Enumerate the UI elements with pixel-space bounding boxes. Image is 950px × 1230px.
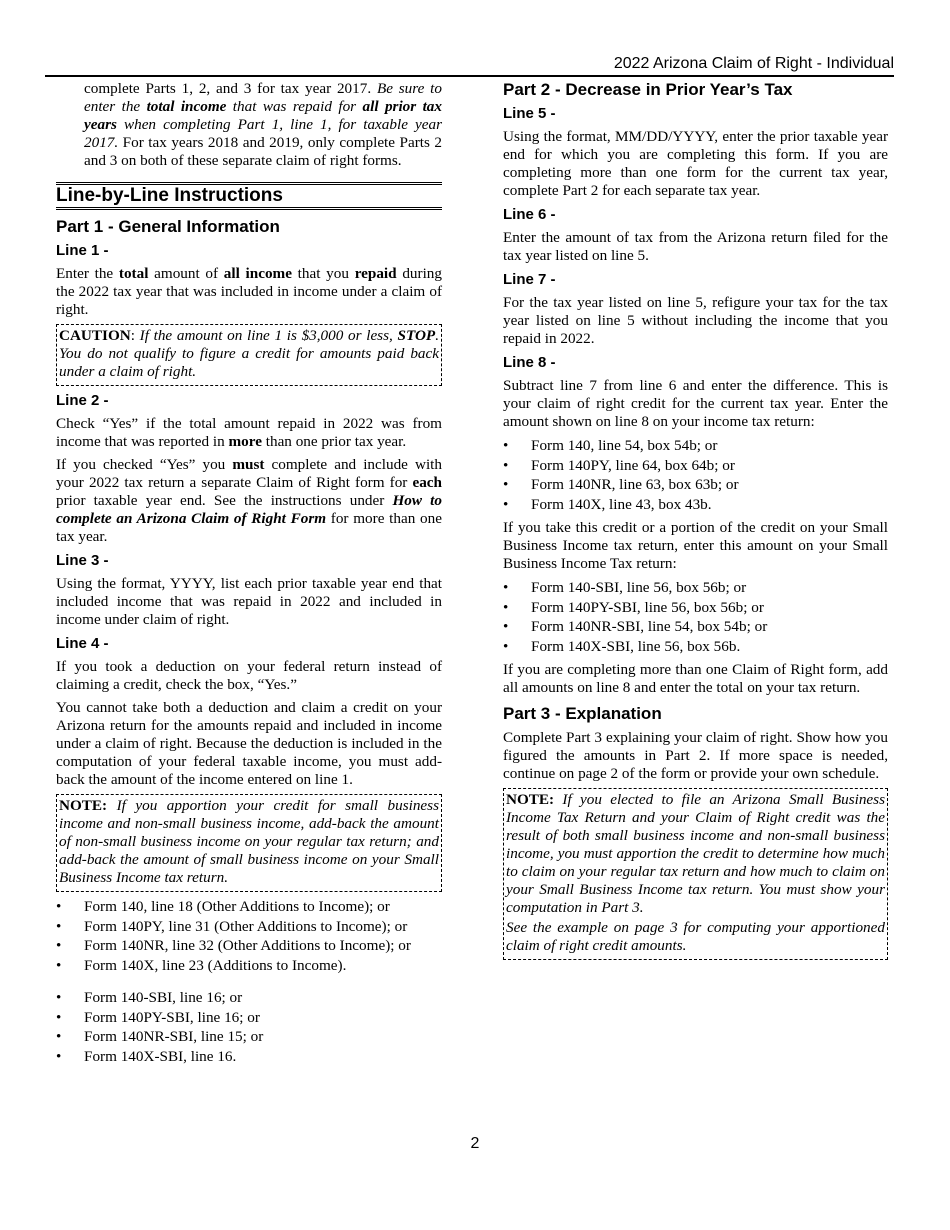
additions-list xyxy=(56,897,442,975)
list-item: • Form 140PY, line 31 (Other Additions to Income); or xyxy=(56,917,442,937)
line7-text: For the tax year listed on line 5, refigure your tax for the tax year listed on line 5 without including the income that you repaid in 2022. xyxy=(503,294,888,347)
list-item: • Form 140, line 54, box 54b; or xyxy=(503,436,888,456)
list-item: • Form 140PY-SBI, line 16; or xyxy=(56,1008,442,1028)
intro-paragraph: complete Parts 1, 2, and 3 for tax year 2017. Be sure to enter the total income that was repaid for all prior tax years when completing Part 1, line 1, for taxable year 2017. For tax years 2018 and 2019, only complete Parts 2 and 3 on both of these separate claim of right forms. xyxy=(84,80,442,169)
left-column xyxy=(56,80,442,1071)
line6-label: Line 6 - xyxy=(503,206,556,223)
list-item: • Form 140X-SBI, line 56, box 56b. xyxy=(503,637,888,657)
right-column xyxy=(503,81,888,965)
line6-text: Enter the amount of tax from the Arizona return filed for the tax year listed on line 5. xyxy=(503,229,888,264)
list-item: • Form 140NR, line 63, box 63b; or xyxy=(503,475,888,495)
list-item: • Form 140X, line 23 (Additions to Income). xyxy=(56,956,442,976)
part3-title: Part 3 - Explanation xyxy=(503,704,662,723)
line4-text-2: You cannot take both a deduction and claim a credit on your Arizona return for the amounts repaid and included in income under a claim of right. Because the deduction is included in the computation of your federal taxable income, you must add-back the amount of the income entered on line 1. xyxy=(56,699,442,788)
caution-box: CAUTION: If the amount on line 1 is $3,000 or less, STOP. You do not qualify to figure a credit for amounts paid back under a claim of right. xyxy=(56,324,442,386)
list-item: • Form 140PY-SBI, line 56, box 56b; or xyxy=(503,598,888,618)
list-item: • Form 140PY, line 64, box 64b; or xyxy=(503,456,888,476)
line3-text: Using the format, YYYY, list each prior taxable year end that included income that was repaid in 2022 and included in income under claim of right. xyxy=(56,575,442,628)
list-item: • Form 140-SBI, line 16; or xyxy=(56,988,442,1008)
part3-text: Complete Part 3 explaining your claim of right. Show how you figured the amounts in Part 2. If more space is needed, continue on page 2 of the form or provide your own schedule. xyxy=(503,729,888,782)
line2-text-1: Check “Yes” if the total amount repaid in 2022 was from income that was reported in more than one prior tax year. xyxy=(56,415,442,450)
line8-label: Line 8 - xyxy=(503,354,556,371)
note-box-left: NOTE: If you apportion your credit for small business income and non-small business income, add-back the amount of non-small business income on your regular tax return; and add-back the amount of small business income on your Small Business Income tax return. xyxy=(56,794,442,892)
section-title: Line-by-Line Instructions xyxy=(56,182,442,210)
line8-text-3: If you are completing more than one Claim of Right form, add all amounts on line 8 and enter the total on your tax return. xyxy=(503,661,888,696)
line8-text-2: If you take this credit or a portion of the credit on your Small Business Income tax return, enter this amount on your Small Business Income Tax return: xyxy=(503,519,888,572)
part1-title: Part 1 - General Information xyxy=(56,217,280,236)
list-item: • Form 140-SBI, line 56, box 56b; or xyxy=(503,578,888,598)
list-item: • Form 140X-SBI, line 16. xyxy=(56,1047,442,1067)
line3-label: Line 3 - xyxy=(56,552,109,569)
running-header: 2022 Arizona Claim of Right - Individual xyxy=(613,55,894,72)
credit-list xyxy=(503,436,888,514)
header-rule xyxy=(45,75,894,77)
list-item: • Form 140, line 18 (Other Additions to Income); or xyxy=(56,897,442,917)
list-item: • Form 140X, line 43, box 43b. xyxy=(503,495,888,515)
line8-text-1: Subtract line 7 from line 6 and enter the difference. This is your claim of right credit for the current tax year. Enter the amount shown on line 8 on your income tax return: xyxy=(503,377,888,430)
line4-text-1: If you took a deduction on your federal return instead of claiming a credit, check the box, “Yes.” xyxy=(56,658,442,693)
note-box-right: NOTE: If you elected to file an Arizona Small Business Income Tax Return and your Claim of Right credit was the result of both small business income and non-small business income, you must apportion the credit to determine how much to claim on your regular tax return and how much to claim on your Small Business Income tax return. You must show your computation in Part 3. See the example on page 3 for computing your apportioned claim of right credit amounts. xyxy=(503,788,888,960)
line1-label: Line 1 - xyxy=(56,242,109,259)
list-item: • Form 140NR, line 32 (Other Additions to Income); or xyxy=(56,936,442,956)
line5-text: Using the format, MM/DD/YYYY, enter the prior taxable year end for which you are completing this form. If you are completing more than one form for the current tax year, complete Part 2 for each separate tax year. xyxy=(503,128,888,199)
list-item: • Form 140NR-SBI, line 54, box 54b; or xyxy=(503,617,888,637)
list-item: • Form 140NR-SBI, line 15; or xyxy=(56,1027,442,1047)
page-number: 2 xyxy=(470,1135,480,1152)
part2-title: Part 2 - Decrease in Prior Year’s Tax xyxy=(503,80,793,99)
line5-label: Line 5 - xyxy=(503,105,556,122)
line2-label: Line 2 - xyxy=(56,392,109,409)
line2-text-2: If you checked “Yes” you must complete and include with your 2022 tax return a separate Claim of Right form for each prior taxable year end. See the instructions under How to complete an Arizona Claim of Right Form for more than one tax year. xyxy=(56,456,442,545)
line1-text: Enter the total amount of all income that you repaid during the 2022 tax year that was included in income under a claim of right. xyxy=(56,265,442,318)
sbi-credit-list xyxy=(503,578,888,656)
line4-label: Line 4 - xyxy=(56,635,109,652)
sbi-additions-list xyxy=(56,988,442,1066)
line7-label: Line 7 - xyxy=(503,271,556,288)
